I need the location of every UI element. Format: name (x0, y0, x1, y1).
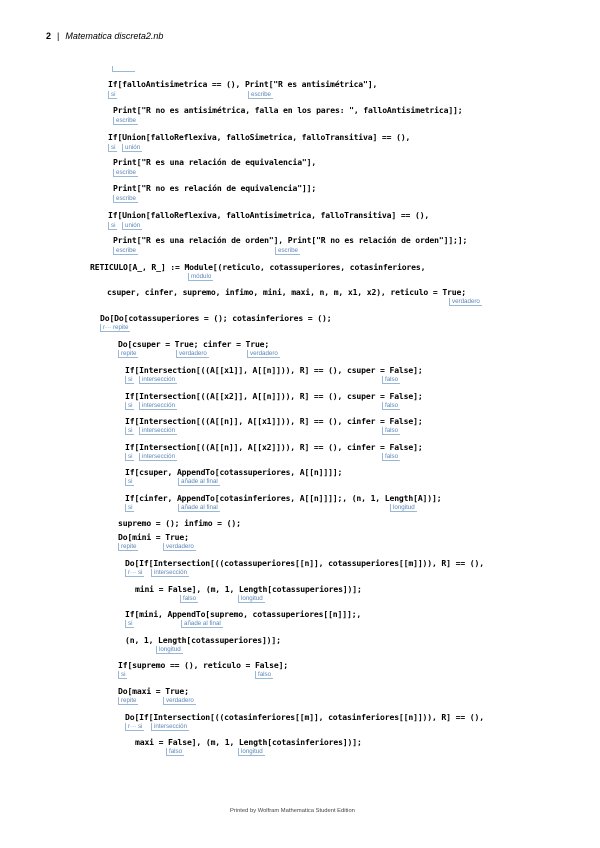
code-annotation: escribe (248, 91, 273, 99)
code-annotation: intersección (139, 453, 177, 461)
code-line: mini = False], (m, 1, Length[cotassuperiores])]; (135, 584, 362, 594)
code-annotation: falso (166, 748, 184, 756)
code-line: If[Intersection[((A[[x2]], A[[n]])), R] == (), csuper = False]; (125, 391, 423, 401)
code-line: If[Intersection[((A[[x1]], A[[n]])), R] == (), csuper = False]; (125, 365, 423, 375)
code-annotation: intersección (139, 376, 177, 384)
code-line: If[Union[falloReflexiva, falloSimetrica, falloTransitiva] == (), (108, 132, 411, 142)
code-annotation: falso (382, 453, 400, 461)
code-annotation: longitud (390, 504, 417, 512)
code-annotation: longitud (238, 595, 265, 603)
code-annotation: repite (118, 697, 138, 705)
code-annotation: verdadero (163, 543, 196, 551)
code-line: If[falloAntisimetrica == (), Print["R es antisimétrica"], (108, 79, 378, 89)
code-annotation: intersección (151, 723, 189, 731)
code-annotation: escribe (113, 247, 138, 255)
code-annotation: intersección (139, 427, 177, 435)
code-annotation: repite (118, 543, 138, 551)
cropped-annotation (112, 66, 135, 72)
code-line: csuper, cinfer, supremo, infimo, mini, maxi, n, m, x1, x2), reticulo = True; (107, 287, 466, 297)
code-annotation: intersección (139, 402, 177, 410)
code-annotation: escribe (113, 195, 138, 203)
code-line: Do[maxi = True; (118, 686, 189, 696)
code-line: If[Intersection[((A[[n]], A[[x2]])), R] == (), cinfer = False]; (125, 442, 423, 452)
code-annotation: si (118, 671, 127, 679)
header-separator: | (57, 31, 60, 41)
code-annotation: unión (122, 144, 142, 152)
code-line: If[csuper, AppendTo[cotassuperiores, A[[n]]]]; (125, 467, 343, 477)
code-annotation: verdadero (176, 350, 209, 358)
code-line: Do[mini = True; (118, 532, 189, 542)
code-annotation: escribe (275, 247, 300, 255)
code-annotation: si (125, 504, 134, 512)
page-header (46, 31, 163, 41)
code-line: Print["R no es antisimétrica, falla en los pares: ", falloAntisimetrica]]; (113, 105, 463, 115)
code-annotation: escribe (113, 169, 138, 177)
code-annotation: si (125, 453, 134, 461)
code-line: Do[If[Intersection[((cotassuperiores[[n]], cotassuperiores[[m]])), R] == (), (125, 558, 484, 568)
code-annotation: longitud (156, 646, 183, 654)
code-annotation: repite (118, 350, 138, 358)
code-annotation: longitud (238, 748, 265, 756)
code-annotation: añade al final (181, 620, 223, 628)
code-annotation: si (125, 620, 134, 628)
code-annotation: módulo (188, 273, 213, 281)
code-line: Print["R es una relación de equivalencia"], (113, 157, 317, 167)
code-line: If[Intersection[((A[[n]], A[[x1]])), R] == (), cinfer = False]; (125, 416, 423, 426)
notebook-title: Matematica discreta2.nb (65, 31, 164, 41)
code-line: Print["R no es relación de equivalencia"]]; (113, 183, 317, 193)
code-line: Do[If[Intersection[((cotasinferiores[[m]], cotasinferiores[[n]])), R] == (), (125, 712, 484, 722)
code-line: (n, 1, Length[cotassuperiores])]; (125, 635, 281, 645)
code-annotation: añade al final (178, 478, 220, 486)
code-line: Do[Do[cotassuperiores = (); cotasinferiores = (); (100, 313, 332, 323)
code-line: If[supremo == (), reticulo = False]; (118, 660, 289, 670)
code-annotation: si (125, 376, 134, 384)
code-annotation: verdadero (247, 350, 280, 358)
code-annotation: si (108, 91, 117, 99)
code-annotation: si (108, 144, 117, 152)
page-number: 2 (46, 31, 52, 41)
code-line: If[Union[falloReflexiva, falloAntisimetrica, falloTransitiva] == (), (108, 210, 430, 220)
code-line: If[cinfer, AppendTo[cotasinferiores, A[[n]]]];, (n, 1, Length[A])]; (125, 493, 442, 503)
code-annotation: falso (382, 402, 400, 410)
code-annotation: si (125, 478, 134, 486)
code-annotation: verdadero (449, 298, 482, 306)
code-annotation: r··· repite (100, 324, 130, 332)
code-annotation: falso (180, 595, 198, 603)
code-annotation: r··· si (125, 569, 144, 577)
code-line: Do[csuper = True; cinfer = True; (118, 339, 270, 349)
code-annotation: verdadero (163, 697, 196, 705)
code-annotation: si (125, 427, 134, 435)
code-annotation: intersección (151, 569, 189, 577)
code-line: RETICULO[A_, R_] := Module[(reticulo, cotassuperiores, cotasinferiores, (90, 262, 426, 272)
code-annotation: escribe (113, 117, 138, 125)
code-line: If[mini, AppendTo[supremo, cotassuperiores[[n]]];, (125, 609, 362, 619)
code-annotation: falso (382, 427, 400, 435)
code-line: Print["R es una relación de orden"], Print["R no es relación de orden"]];]; (113, 235, 468, 245)
code-annotation: unión (122, 222, 142, 230)
code-line: supremo = (); infimo = (); (118, 518, 241, 528)
page-footer: Printed by Wolfram Mathematica Student Edition (230, 808, 355, 814)
code-annotation: si (125, 402, 134, 410)
code-annotation: falso (382, 376, 400, 384)
code-annotation: si (108, 222, 117, 230)
code-annotation: añade al final (178, 504, 220, 512)
code-annotation: falso (255, 671, 273, 679)
code-annotation: r··· si (125, 723, 144, 731)
code-line: maxi = False], (m, 1, Length[cotasinferiores])]; (135, 737, 362, 747)
